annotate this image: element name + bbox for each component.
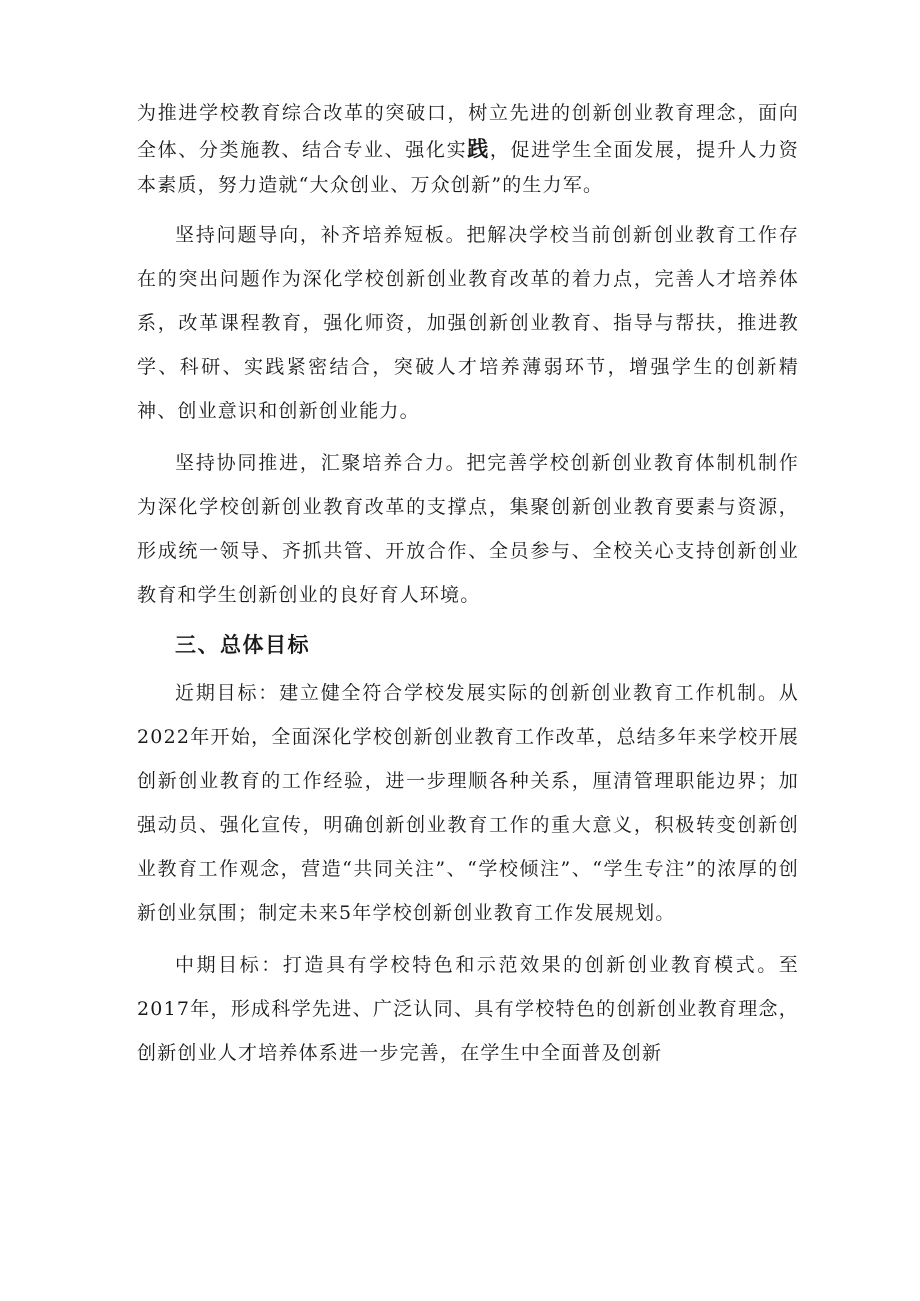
intro-paragraph [137, 96, 799, 203]
paragraph-near-term-goal: 近期目标：建立健全符合学校发展实际的创新创业教育工作机制。从2022年开始，全面深化学校创新创业教育工作改革，总结多年来学校开展创新创业教育的工作经验，进一步理顺各种关系，厘清管理职能边界；加强动员、强化宣传，明确创新创业教育工作的重大意义，积极转变创新创业教育工作观念，营造“共同关注”、“学校倾注”、“学生专注”的浓厚的创新创业氛围；制定未来5年学校创新创业教育工作发展规划。 [137, 682, 799, 924]
paragraph-problem-oriented: 坚持问题导向，补齐培养短板。把解决学校当前创新创业教育工作存在的突出问题作为深化学校创新创业教育改革的着力点，完善人才培养体系，改革课程教育，强化师资，加强创新创业教育、指导与帮扶，推进教学、科研、实践紧密结合，突破人才培养薄弱环节，增强学生的创新精神、创业意识和创新创业能力。 [137, 224, 799, 422]
paragraph-collaborative: 坚持协同推进，汇聚培养合力。把完善学校创新创业教育体制机制作为深化学校创新创业教育改革的支撑点，集聚创新创业教育要素与资源，形成统一领导、齐抓共管、开放合作、全员参与、全校关心支持创新创业教育和学生创新创业的良好育人环境。 [137, 452, 799, 606]
section-heading-overall-goals: 三、总体目标 [175, 633, 310, 657]
document-body [137, 96, 799, 1075]
paragraph-mid-term-goal: 中期目标：打造具有学校特色和示范效果的创新创业教育模式。至2017年，形成科学先进、广泛认同、具有学校特色的创新创业教育理念，创新创业人才培养体系进一步完善，在学生中全面普及创新 [137, 954, 799, 1064]
intro-text-part1: 为推进学校教育综合改革的突破口，树立先进的创新创业教育理念，面向全体、分类施教、结合专业、强化实 [137, 102, 799, 161]
intro-text-part2: ，促进学生全面发展，提升人力资本素质，努力造就“大众创业、万众创新”的生力军。 [137, 139, 799, 196]
intro-emphasis-char: 践 [467, 136, 490, 161]
